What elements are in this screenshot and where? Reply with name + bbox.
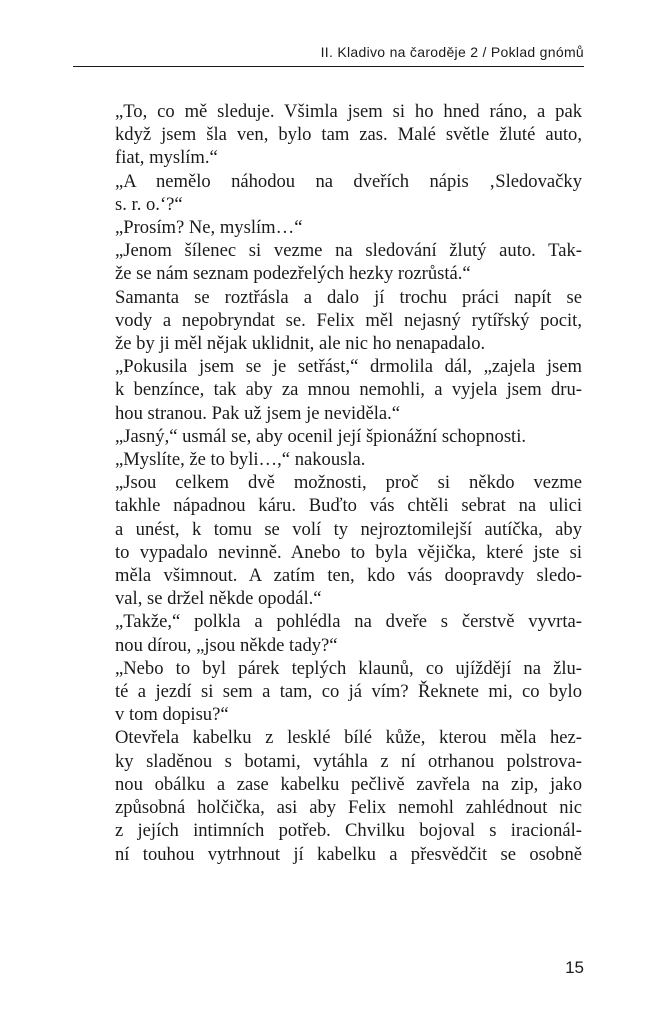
page-number: 15	[565, 958, 584, 977]
text-line: vody a nepobryndat se. Felix měl nejasný rytířský pocit,	[115, 309, 582, 331]
text-line: „To, co mě sleduje. Všimla jsem si ho hned ráno, a pak	[115, 101, 582, 122]
text-line: způsobná holčička, asi aby Felix nemohl zahlédnout nic	[115, 797, 582, 819]
text-line: to vypadalo nevinně. Anebo to byla vějička, které jste si	[115, 541, 582, 563]
body-text	[115, 100, 582, 866]
text-line: fiat, myslím.“	[115, 147, 218, 169]
text-line: nou dírou, „jsou někde tady?“	[115, 634, 338, 656]
text-line: že by ji měl nějak uklidnit, ale nic ho nenapadalo.	[115, 333, 486, 355]
text-line: Otevřela kabelku z lesklé bílé kůže, kterou měla hez-	[115, 727, 582, 749]
text-line: hou stranou. Pak už jsem je neviděla.“	[115, 402, 401, 424]
text-line: „Myslíte, že to byli…,“ nakousla.	[115, 449, 366, 471]
text-line: měla všimnout. A zatím ten, kdo vás doopravdy sledo-	[115, 565, 582, 587]
text-line: val, se držel někde opodál.“	[115, 588, 322, 610]
text-line: „Prosím? Ne, myslím…“	[115, 217, 303, 239]
text-line: ky sladěnou s botami, vytáhla z ní otrhanou polstrova-	[115, 750, 582, 772]
text-line: k benzínce, tak aby za mnou nemohli, a vyjela jsem dru-	[115, 379, 582, 401]
running-head: II. Kladivo na čaroděje 2 / Poklad gnómů	[320, 44, 584, 60]
text-line: „A nemělo náhodou na dveřích nápis ‚Sledovačky	[115, 170, 582, 192]
text-line: že se nám seznam podezřelých hezky rozrůstá.“	[115, 263, 471, 285]
text-line: „Jenom šílenec si vezme na sledování žlutý auto. Tak-	[115, 240, 582, 262]
text-line: v tom dopisu?“	[115, 704, 229, 726]
text-line: ní touhou vytrhnout jí kabelku a přesvědčit se osobně	[115, 843, 582, 865]
text-line: „Nebo to byl párek teplých klaunů, co ujíždějí na žlu-	[115, 657, 582, 679]
text-line: a unést, k tomu se volí ty nejroztomilejší autíčka, aby	[115, 518, 582, 540]
text-line: Samanta se roztřásla a dalo jí trochu práci napít se	[115, 286, 582, 308]
text-line: „Jsou celkem dvě možnosti, proč si někdo vezme	[115, 472, 582, 494]
text-line: „Takže,“ polkla a pohlédla na dveře s čerstvě vyvrta-	[115, 611, 582, 633]
text-line: takhle nápadnou káru. Buďto vás chtěli sebrat na ulici	[115, 495, 582, 517]
text-line: „Jasný,“ usmál se, aby ocenil její špionážní schopnosti.	[115, 425, 527, 447]
text-line: té a jezdí si sem a tam, co já vím? Řeknete mi, co bylo	[115, 681, 582, 703]
header-rule	[73, 66, 584, 67]
text-line: „Pokusila jsem se je setřást,“ drmolila dál, „zajela jsem	[115, 356, 582, 378]
text-line: z jejích intimních potřeb. Chvilku bojoval s iracionál-	[115, 820, 582, 842]
text-line: s. r. o.‘?“	[115, 193, 183, 215]
text-line: když jsem šla ven, bylo tam zas. Malé světle žluté auto,	[115, 124, 582, 146]
text-line: nou obálku a zase kabelku pečlivě zavřela na zip, jako	[115, 773, 582, 795]
